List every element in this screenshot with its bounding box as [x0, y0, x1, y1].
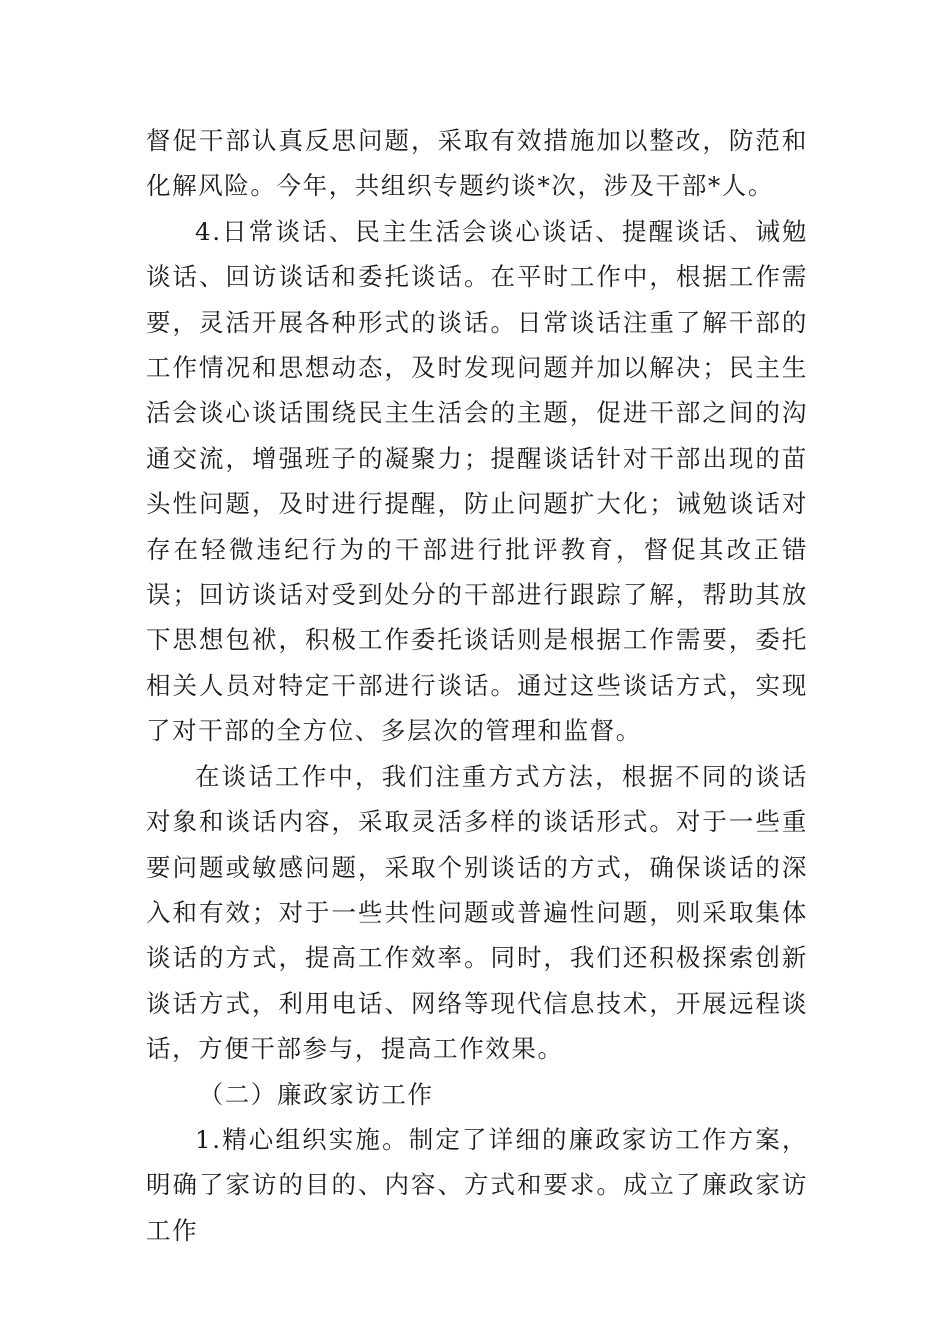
section-heading-home-visits: （二）廉政家访工作: [198, 1079, 434, 1109]
paragraph-item-1: 1.精心组织实施。制定了详细的廉政家访工作方案，明确了家访的目的、内容、方式和要求。成立了廉政家访工作: [146, 1124, 808, 1245]
paragraph-item-4: 4.日常谈话、民主生活会谈心谈话、提醒谈话、诫勉谈话、回访谈话和委托谈话。在平时工作中，根据工作需要，灵活开展各种形式的谈话。日常谈话注重了解干部的工作情况和思想动态，及时发现问题并加以解决；民主生活会谈心谈话围绕民主生活会的主题，促进干部之间的沟通交流，增强班子的凝聚力；提醒谈话针对干部出现的苗头性问题，及时进行提醒，防止问题扩大化；诫勉谈话对存在轻微违纪行为的干部进行批评教育，督促其改正错误；回访谈话对受到处分的干部进行跟踪了解，帮助其放下思想包袱，积极工作委托谈话则是根据工作需要，委托相关人员对特定干部进行谈话。通过这些谈话方式，实现了对干部的全方位、多层次的管理和监督。: [146, 216, 808, 746]
paragraph-continuation: 督促干部认真反思问题，采取有效措施加以整改，防范和化解风险。今年，共组织专题约谈*次，涉及干部*人。: [146, 126, 808, 201]
document-body: [146, 118, 808, 1253]
paragraph-talk-methods: 在谈话工作中，我们注重方式方法，根据不同的谈话对象和谈话内容，采取灵活多样的谈话形式。对于一些重要问题或敏感问题，采取个别谈话的方式，确保谈话的深入和有效；对于一些共性问题或普遍性问题，则采取集体谈话的方式，提高工作效率。同时，我们还积极探索创新谈话方式，利用电话、网络等现代信息技术，开展远程谈话，方便干部参与，提高工作效果。: [146, 761, 808, 1064]
